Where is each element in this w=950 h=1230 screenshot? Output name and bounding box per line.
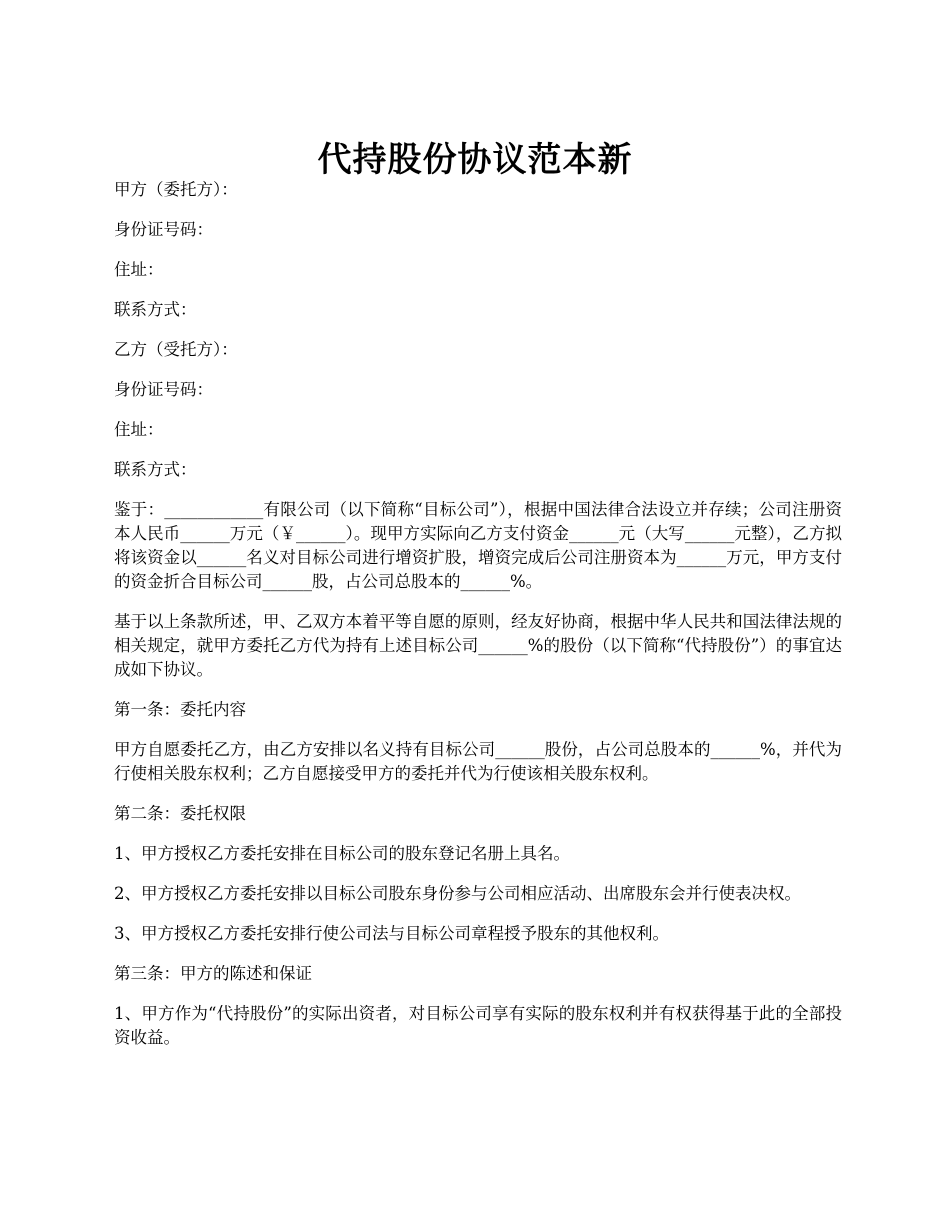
party-b-label: 乙方（受托方）： [114, 340, 238, 359]
article-1-heading: 第一条：委托内容 [114, 700, 246, 719]
party-a-contact: 联系方式： [114, 300, 197, 319]
article-2-item-1: 1、甲方授权乙方委托安排在目标公司的股东登记名册上具名。 [114, 844, 570, 863]
document-title: 代持股份协议范本新 [317, 139, 633, 180]
recital-paragraph: 鉴于：____________有限公司（以下简称“目标公司”），根据中国法律合法设立并存续；公司注册资本人民币______万元（￥______）。现甲方实际向乙方支付资金______元（大写______元整），乙方拟将该资金以______名义对目标公司进行增资扩股，增资完成后公司注册资本为______万元，甲方支付的资金折合目标公司______股，占公司总股本的______%。 [114, 500, 842, 591]
article-2-item-3: 3、甲方授权乙方委托安排行使公司法与目标公司章程授予股东的其他权利。 [114, 924, 669, 943]
article-3-item-1: 1、甲方作为“代持股份”的实际出资者，对目标公司享有实际的股东权利并有权获得基于此的全部投资收益。 [114, 1004, 842, 1047]
party-a-id-number: 身份证号码： [114, 220, 213, 239]
party-a-label: 甲方（委托方）： [114, 180, 238, 199]
agreement-basis-paragraph: 基于以上条款所述，甲、乙双方本着平等自愿的原则，经友好协商，根据中华人民共和国法律法规的相关规定，就甲方委托乙方代为持有上述目标公司______%的股份（以下简称“代持股份”）的事宜达成如下协议。 [114, 612, 842, 679]
party-b-id-number: 身份证号码： [114, 380, 213, 399]
article-2-item-2: 2、甲方授权乙方委托安排以目标公司股东身份参与公司相应活动、出席股东会并行使表决权。 [114, 884, 801, 903]
document-body [114, 178, 842, 1050]
party-b-address: 住址： [114, 420, 164, 439]
article-3-heading: 第三条：甲方的陈述和保证 [114, 964, 312, 983]
party-b-contact: 联系方式： [114, 460, 197, 479]
party-a-address: 住址： [114, 260, 164, 279]
article-2-heading: 第二条：委托权限 [114, 804, 246, 823]
article-1-body: 甲方自愿委托乙方，由乙方安排以名义持有目标公司______股份，占公司总股本的______%，并代为行使相关股东权利；乙方自愿接受甲方的委托并代为行使该相关股东权利。 [114, 740, 842, 783]
